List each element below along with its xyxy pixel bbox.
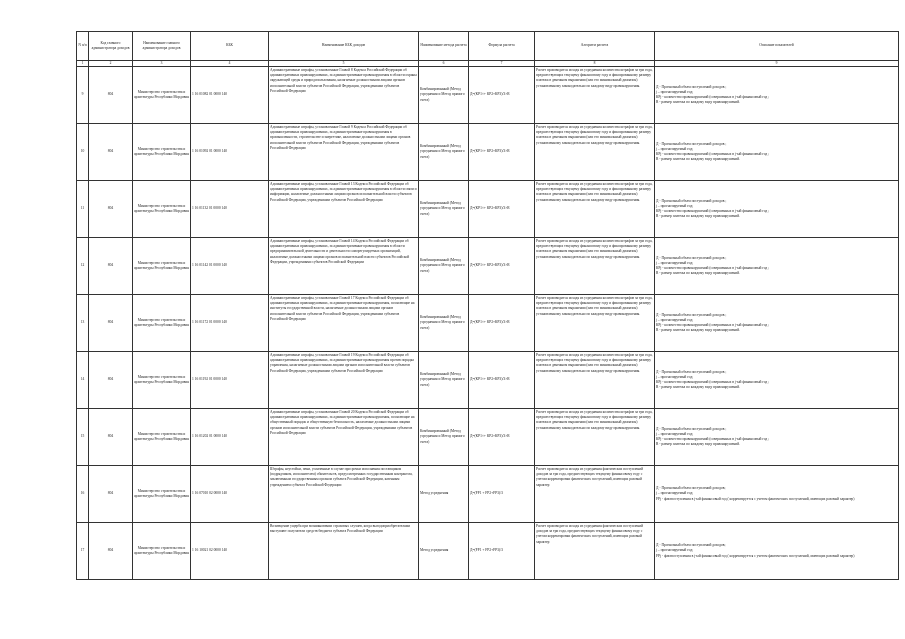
header-algorithm: Алгоритм расчета — [535, 32, 655, 61]
admin-name: Министерство строительства и архитектуры Республики Мордовия — [133, 409, 191, 466]
description-line: КРj - количество правонарушений (совершенных в j-ый финансовый год ; — [656, 323, 770, 327]
calc-algorithm: Расчет производится исходя из усреднения количества штрафов за три года, предшествующих текущему финансовому году и фиксированному размеру платежа в денежном выражении (или его минимальный диапазон) установленному законодательно по каждому виду правонарушения. — [535, 295, 655, 352]
description-line: j – прогнозируемый год; — [656, 431, 694, 436]
row-number: 16 — [77, 466, 89, 523]
indicator-description — [655, 238, 899, 295]
kbk-name: Административные штрафы, установленные Главой 20 Кодекса Российской Федерации об административных правонарушениях, за административные правонарушения, посягающие на общественный порядок и общественную безопасность, налагаемые должностными лицами органов исполнительной власти субъектов Российской Федерации, учреждениями субъектов Российской Федерации — [269, 409, 419, 466]
row-number: 9 — [77, 67, 89, 124]
column-number-cell: 1 — [77, 61, 89, 67]
admin-name: Министерство строительства и архитектуры Республики Мордовия — [133, 124, 191, 181]
indicator-description — [655, 466, 899, 523]
column-number-cell: 9 — [655, 61, 899, 67]
admin-name: Министерство строительства и архитектуры Республики Мордовия — [133, 181, 191, 238]
description-line: Д - Прогнозный объем поступлений доходов; — [656, 543, 726, 548]
calc-method: Комбинированный (Метод усреднения и Метод прямого счета) — [419, 409, 469, 466]
column-number-cell: 3 — [133, 61, 191, 67]
header-description: Описание показателей — [655, 32, 899, 61]
calc-algorithm: Расчет производится исходя из усреднения количества штрафов за три года, предшествующих текущему финансовому году и фиксированному размеру платежа в денежном выражении (или его минимальный диапазон) установленному законодательно по каждому виду правонарушения. — [535, 238, 655, 295]
table-row — [77, 409, 899, 466]
admin-name: Министерство строительства и архитектуры Республики Мордовия — [133, 67, 191, 124]
calc-formula: Д=(КР1×+ КР2+КР3)/3×R — [469, 124, 535, 181]
calc-method: Метод усреднения — [419, 466, 469, 523]
description-line: КРj - количество правонарушений (совершенных в j-ый финансовый год ; — [656, 152, 770, 156]
admin-name: Министерство строительства и архитектуры Республики Мордовия — [133, 523, 191, 580]
kbk-code: 1 16 07010 02 0000 140 — [191, 466, 269, 523]
calc-algorithm: Расчет производится исходя из усреднения количества штрафов за три года, предшествующих текущему финансовому году и фиксированному размеру платежа в денежном выражении (или его минимальный диапазон) установленному законодательно по каждому виду правонарушения. — [535, 409, 655, 466]
description-line: Д - Прогнозный объем поступлений доходов ; — [656, 141, 727, 146]
kbk-name: Административные штрафы, установленные Главой 8 Кодекса Российской Федерации об административных правонарушениях, за административные правонарушения в области охраны окружающей среды и природопользования, налагаемые должностными лицами органов исполнительной власти субъектов Российской Федерации, учреждениями субъектов Российской Федерации — [269, 67, 419, 124]
row-number: 10 — [77, 124, 89, 181]
calc-formula: Д=(КР1×+ КР2+КР3)/3×R — [469, 67, 535, 124]
header-formula: Формула расчета — [469, 32, 535, 61]
calc-algorithm: Расчет производится исходя из усреднения количества штрафов за три года, предшествующих текущему финансовому году и фиксированному размеру платежа в денежном выражении (или его минимальный диапазон) установленному законодательно по каждому виду правонарушения. — [535, 352, 655, 409]
kbk-code: 1 16 01092 01 0000 140 — [191, 124, 269, 181]
admin-code: 804 — [89, 352, 133, 409]
kbk-code: 1 16 01202 01 0000 140 — [191, 409, 269, 466]
description-line: R - размер платежа по каждому виду правонарушений. — [656, 100, 741, 105]
table-row — [77, 124, 899, 181]
kbk-code: 1 16 01132 01 0000 140 — [191, 181, 269, 238]
table-row — [77, 238, 899, 295]
table-row — [77, 352, 899, 409]
calc-algorithm: Расчет производится исходя из усреднения количества штрафов за три года, предшествующих текущему финансовому году и фиксированному размеру платежа в денежном выражении (или его минимальный диапазон) установленному законодательно по каждому виду правонарушения. — [535, 67, 655, 124]
kbk-name: Административные штрафы, установленные Главой 17 Кодекса Российской Федерации об административных правонарушениях, за административные правонарушения, посягающие на институты государственной власти, налагаемые должностными лицами органов исполнительной власти субъектов Российской Федерации, учреждениями субъектов Российской Федерации — [269, 295, 419, 352]
kbk-name: Административные штрафы, установленные Главой 19 Кодекса Российской Федерации об административных правонарушениях, за административные правонарушения против порядка управления, налагаемые должностными лицами органов исполнительной власти субъектов Российской Федерации, учреждениями субъектов Российской Федерации — [269, 352, 419, 409]
kbk-name: Штрафы, неустойки, пени, уплаченные в случае просрочки исполнения поставщиком (подрядчиком, исполнителем) обязательств, предусмотренных государственным контрактом, заключенным государственным органом субъекта Российской Федерации, казенным учреждением субъекта Российской Федерации — [269, 466, 419, 523]
table-body — [77, 67, 899, 580]
description-line: КРj - количество правонарушений (совершенных в j-ый финансовый год ; — [656, 437, 770, 441]
kbk-code: 1 16 10021 02 0000 140 — [191, 523, 269, 580]
description-line: КРj - количество правонарушений (совершенных в j-ый финансовый год ; — [656, 266, 770, 270]
description-line: j – прогнозируемый год; — [656, 317, 694, 322]
column-number-cell: 7 — [469, 61, 535, 67]
admin-name: Министерство строительства и архитектуры Республики Мордовия — [133, 295, 191, 352]
indicator-description — [655, 181, 899, 238]
indicator-description — [655, 67, 899, 124]
indicator-description — [655, 124, 899, 181]
column-number-cell: 5 — [269, 61, 419, 67]
kbk-code: 1 16 01082 01 0000 140 — [191, 67, 269, 124]
row-number: 17 — [77, 523, 89, 580]
calc-formula: Д=(FP1 + FP2+FP3)/3 — [469, 523, 535, 580]
calc-method: Комбинированный (Метод усреднения и Метод прямого счета) — [419, 238, 469, 295]
admin-name: Министерство строительства и архитектуры Республики Мордовия — [133, 466, 191, 523]
header-kbk-name: Наименование КБК доходов — [269, 32, 419, 61]
admin-code: 804 — [89, 295, 133, 352]
table-row — [77, 523, 899, 580]
calc-formula: Д=(FP1 + FP2+FP3)/3 — [469, 466, 535, 523]
admin-code: 804 — [89, 124, 133, 181]
description-line: FPj - фактпоступления в j-ый финансовый год ( корректируется с учетом фактических поступлений, имеющих разовый характер) — [656, 553, 855, 558]
indicator-description — [655, 409, 899, 466]
description-line: FPj - фактпоступления в j-ый финансовый год ( корректируется с учетом фактических поступлений, имеющих разовый характер) — [656, 496, 855, 501]
description-line: R - размер платежа по каждому виду правонарушений. — [656, 214, 741, 219]
admin-code: 804 — [89, 409, 133, 466]
admin-code: 804 — [89, 67, 133, 124]
table-row — [77, 67, 899, 124]
calc-algorithm: Расчет производится исходя из усреднения количества штрафов за три года, предшествующих текущему финансовому году и фиксированному размеру платежа в денежном выражении (или его минимальный диапазон) установленному законодательно по каждому виду правонарушения. — [535, 181, 655, 238]
table-row — [77, 466, 899, 523]
admin-code: 804 — [89, 238, 133, 295]
kbk-code: 1 16 01192 01 0000 140 — [191, 352, 269, 409]
table-row — [77, 295, 899, 352]
description-line: j – прогнозируемый год; — [656, 260, 694, 265]
kbk-code: 1 16 01142 01 0000 140 — [191, 238, 269, 295]
calc-formula: Д=(КР1×+ КР2+КР3)/3×R — [469, 238, 535, 295]
description-line: Д - Прогнозный объем поступлений доходов ; — [656, 312, 727, 317]
description-line: Д - Прогнозный объем поступлений доходов ; — [656, 198, 727, 203]
kbk-code: 1 16 01172 01 0000 140 — [191, 295, 269, 352]
description-line: КРj - количество правонарушений (совершенных в j-ый финансовый год ; — [656, 95, 770, 99]
description-line: Д - Прогнозный объем поступлений доходов ; — [656, 84, 727, 89]
description-line: R - размер платежа по каждому виду правонарушений. — [656, 157, 741, 162]
admin-code: 804 — [89, 466, 133, 523]
calc-method: Комбинированный (Метод усреднения и Метод прямого счета) — [419, 124, 469, 181]
header-admin-name: Наименование главного администратора доходов — [133, 32, 191, 61]
indicator-description — [655, 295, 899, 352]
table-header — [77, 32, 899, 67]
description-line: j – прогнозируемый год; — [656, 89, 694, 94]
calc-method: Комбинированный (Метод усреднения и Метод прямого счета) — [419, 352, 469, 409]
column-number-cell: 8 — [535, 61, 655, 67]
description-line: Д - Прогнозный объем поступлений доходов; — [656, 486, 726, 491]
admin-code: 804 — [89, 523, 133, 580]
description-line: КРj - количество правонарушений (совершенных в j-ый финансовый год ; — [656, 380, 770, 384]
description-line: Д - Прогнозный объем поступлений доходов ; — [656, 369, 727, 374]
column-number-cell: 6 — [419, 61, 469, 67]
admin-code: 804 — [89, 181, 133, 238]
description-line: R - размер платежа по каждому виду правонарушений. — [656, 271, 741, 276]
admin-name: Министерство строительства и архитектуры Республики Мордовия — [133, 238, 191, 295]
admin-name: Министерство строительства и архитектуры Республики Мордовия — [133, 352, 191, 409]
table-row — [77, 181, 899, 238]
kbk-name: Административные штрафы, установленные Главой 14 Кодекса Российской Федерации об административных правонарушениях, за административные правонарушения в области предпринимательской деятельности и деятельности саморегулируемых организаций, налагаемые должностными лицами органов исполнительной власти субъектов Российской Федерации, учреждениями субъектов Российской Федерации — [269, 238, 419, 295]
document-page — [76, 31, 898, 580]
description-line: j – прогнозируемый год; — [656, 491, 694, 496]
row-number: 14 — [77, 352, 89, 409]
kbk-name: Административные штрафы, установленные Главой 13 Кодекса Российской Федерации об административных правонарушениях, за административные правонарушения в области связи и информации, налагаемые должностными лицами органов исполнительной власти субъектов Российской Федерации, учреждениями субъектов Российской Федерации — [269, 181, 419, 238]
row-number: 13 — [77, 295, 89, 352]
header-number: N п/п — [77, 32, 89, 61]
calc-formula: Д=(КР1×+ КР2+КР3)/3×R — [469, 181, 535, 238]
row-number: 12 — [77, 238, 89, 295]
description-line: R - размер платежа по каждому виду правонарушений. — [656, 385, 741, 390]
description-line: Д - Прогнозный объем поступлений доходов ; — [656, 426, 727, 431]
description-line: КРj - количество правонарушений (совершенных в j-ый финансовый год ; — [656, 209, 770, 213]
indicator-description — [655, 523, 899, 580]
description-line: R - размер платежа по каждому виду правонарушений. — [656, 328, 741, 333]
description-line: j – прогнозируемый год; — [656, 548, 694, 553]
calc-method: Комбинированный (Метод усреднения и Метод прямого счета) — [419, 67, 469, 124]
calc-formula: Д=(КР1×+ КР2+КР3)/3×R — [469, 409, 535, 466]
description-line: j – прогнозируемый год; — [656, 374, 694, 379]
row-number: 11 — [77, 181, 89, 238]
column-number-cell: 2 — [89, 61, 133, 67]
calc-formula: Д=(КР1×+ КР2+КР3)/3×R — [469, 352, 535, 409]
revenue-methodology-table — [76, 31, 899, 580]
description-line: Д - Прогнозный объем поступлений доходов ; — [656, 255, 727, 260]
row-number: 15 — [77, 409, 89, 466]
calc-method: Комбинированный (Метод усреднения и Метод прямого счета) — [419, 181, 469, 238]
calc-algorithm: Расчет производится исходя из усреднения фактических поступлений доходов за три года, предшествующих текущему финансовому году с учетом корректировки фактических поступлений, имеющих разовый характер — [535, 466, 655, 523]
calc-method: Метод усреднения — [419, 523, 469, 580]
kbk-name: Возмещение ущерба при возникновении страховых случаев, когда выгодоприобретателями выступают получатели средств бюджета субъекта Российской Федерации — [269, 523, 419, 580]
description-line: R - размер платежа по каждому виду правонарушений. — [656, 442, 741, 447]
header-admin-code: Код главного администратора доходов — [89, 32, 133, 61]
calc-method: Комбинированный (Метод усреднения и Метод прямого счета) — [419, 295, 469, 352]
column-number-cell: 4 — [191, 61, 269, 67]
indicator-description — [655, 352, 899, 409]
description-line: j – прогнозируемый год; — [656, 146, 694, 151]
calc-algorithm: Расчет производится исходя из усреднения фактических поступлений доходов за три года, предшествующих текущему финансовому году с учетом корректировки фактических поступлений, имеющих разовый характер — [535, 523, 655, 580]
calc-algorithm: Расчет производится исходя из усреднения количества штрафов за три года, предшествующих текущему финансовому году и фиксированному размеру платежа в денежном выражении (или его минимальный диапазон) установленному законодательно по каждому виду правонарушения. — [535, 124, 655, 181]
kbk-name: Административные штрафы, установленные Главой 9 Кодекса Российской Федерации об административных правонарушениях, за административные правонарушения в промышленности, строительстве и энергетике, налагаемые должностными лицами органов исполнительной власти субъектов Российской Федерации, учреждениями субъектов Российской Федерации — [269, 124, 419, 181]
calc-formula: Д=(КР1×+ КР2+КР3)/3×R — [469, 295, 535, 352]
header-method: Наименование метода расчета — [419, 32, 469, 61]
header-kbk: КБК — [191, 32, 269, 61]
description-line: j – прогнозируемый год; — [656, 203, 694, 208]
